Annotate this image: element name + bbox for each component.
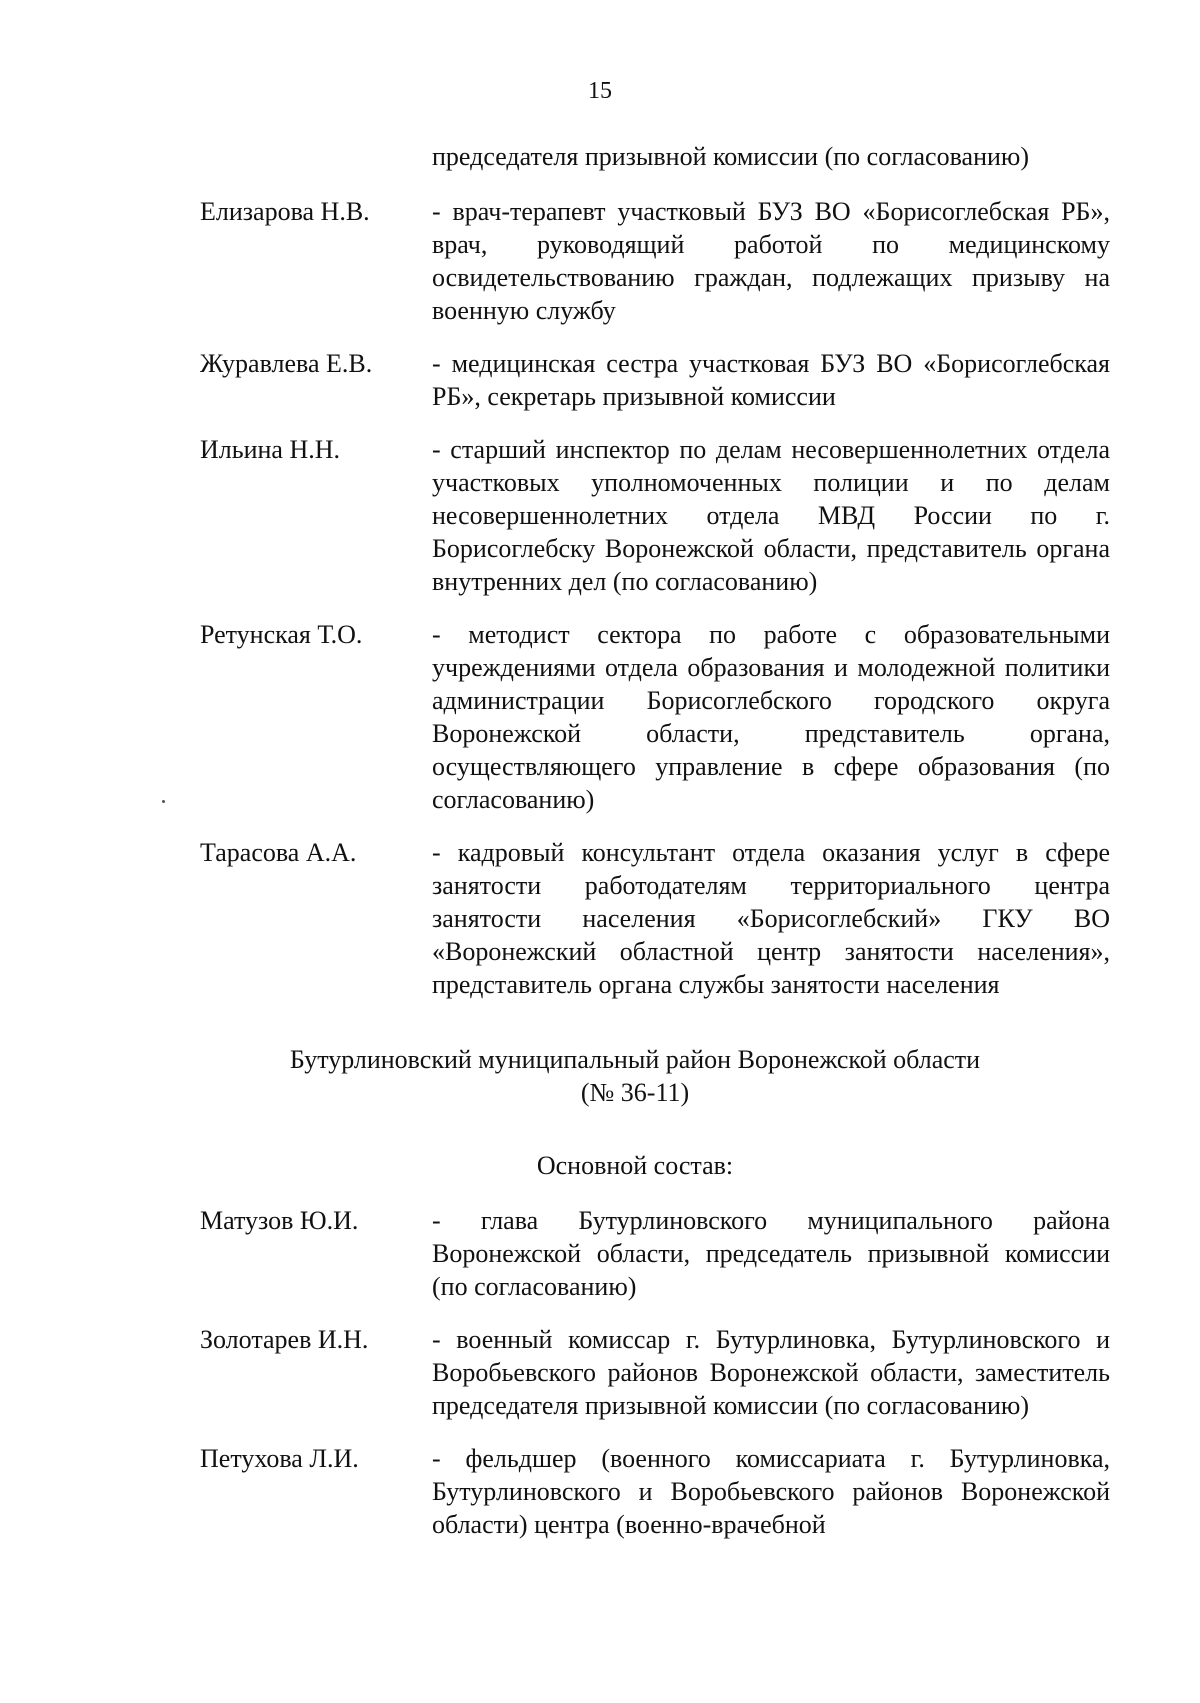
section-subtitle: Основной состав: xyxy=(536,1151,734,1180)
entry-ilina xyxy=(200,433,1110,598)
member-name: Золотарев И.Н. xyxy=(200,1325,369,1354)
continuation-text: председателя призывной комиссии (по согласованию) xyxy=(432,142,1029,171)
member-description: - медицинская сестра участковая БУЗ ВО «Борисоглебская РБ», секретарь призывной комиссии xyxy=(432,349,1110,411)
entry-elizarova xyxy=(200,195,1110,327)
entry-tarasova xyxy=(200,836,1110,1001)
entry-zolotarev xyxy=(200,1323,1110,1422)
entry-petukhova xyxy=(200,1442,1110,1541)
document-body xyxy=(200,140,1110,1541)
member-description: - старший инспектор по делам несовершеннолетних отдела участковых уполномоченных полиции и по делам несовершеннолетних отдела МВД России по г. Борисоглебску Воронежской области, представитель органа внутренних дел (по согласованию) xyxy=(432,435,1110,596)
member-description: - кадровый консультант отдела оказания услуг в сфере занятости работодателям территориального центра занятости населения «Борисоглебский» ГКУ ВО «Воронежский областной центр занятости населения», представитель органа службы занятости населения xyxy=(432,838,1110,999)
entry-retunskaya xyxy=(200,618,1110,816)
member-name: Тарасова А.А. xyxy=(200,838,357,867)
member-description: - глава Бутурлиновского муниципального района Воронежской области, председатель призывной комиссии (по согласованию) xyxy=(432,1206,1110,1301)
member-name: Петухова Л.И. xyxy=(200,1444,359,1473)
scan-speck xyxy=(162,800,165,803)
member-description: - фельдшер (военного комиссариата г. Бутурлиновка, Бутурлиновского и Воробьевского районов Воронежской области) центра (военно-врачебной xyxy=(432,1444,1110,1539)
entry-zhuravleva xyxy=(200,347,1110,413)
member-name: Ретунская Т.О. xyxy=(200,620,363,649)
member-description: - врач-терапевт участковый БУЗ ВО «Борисоглебская РБ», врач, руководящий работой по медицинскому освидетельствованию граждан, подлежащих призыву на военную службу xyxy=(432,197,1110,325)
member-name: Ильина Н.Н. xyxy=(200,435,341,464)
entry-matuzov xyxy=(200,1204,1110,1303)
member-name: Журавлева Е.В. xyxy=(200,349,373,378)
section-number: (№ 36-11) xyxy=(580,1078,690,1107)
member-description: - методист сектора по работе с образовательными учреждениями отдела образования и молодежной политики администрации Борисоглебского городского округа Воронежской области, представитель органа, осуществляющего управление в сфере образования (по согласованию) xyxy=(432,620,1110,814)
member-name: Елизарова Н.В. xyxy=(200,197,370,226)
page-number: 15 xyxy=(588,78,612,104)
member-description: - военный комиссар г. Бутурлиновка, Бутурлиновского и Воробьевского районов Воронежской области, заместитель председателя призывной комиссии (по согласованию) xyxy=(432,1325,1110,1420)
member-name: Матузов Ю.И. xyxy=(200,1206,359,1235)
section-title: Бутурлиновский муниципальный район Воронежской области xyxy=(289,1045,981,1074)
